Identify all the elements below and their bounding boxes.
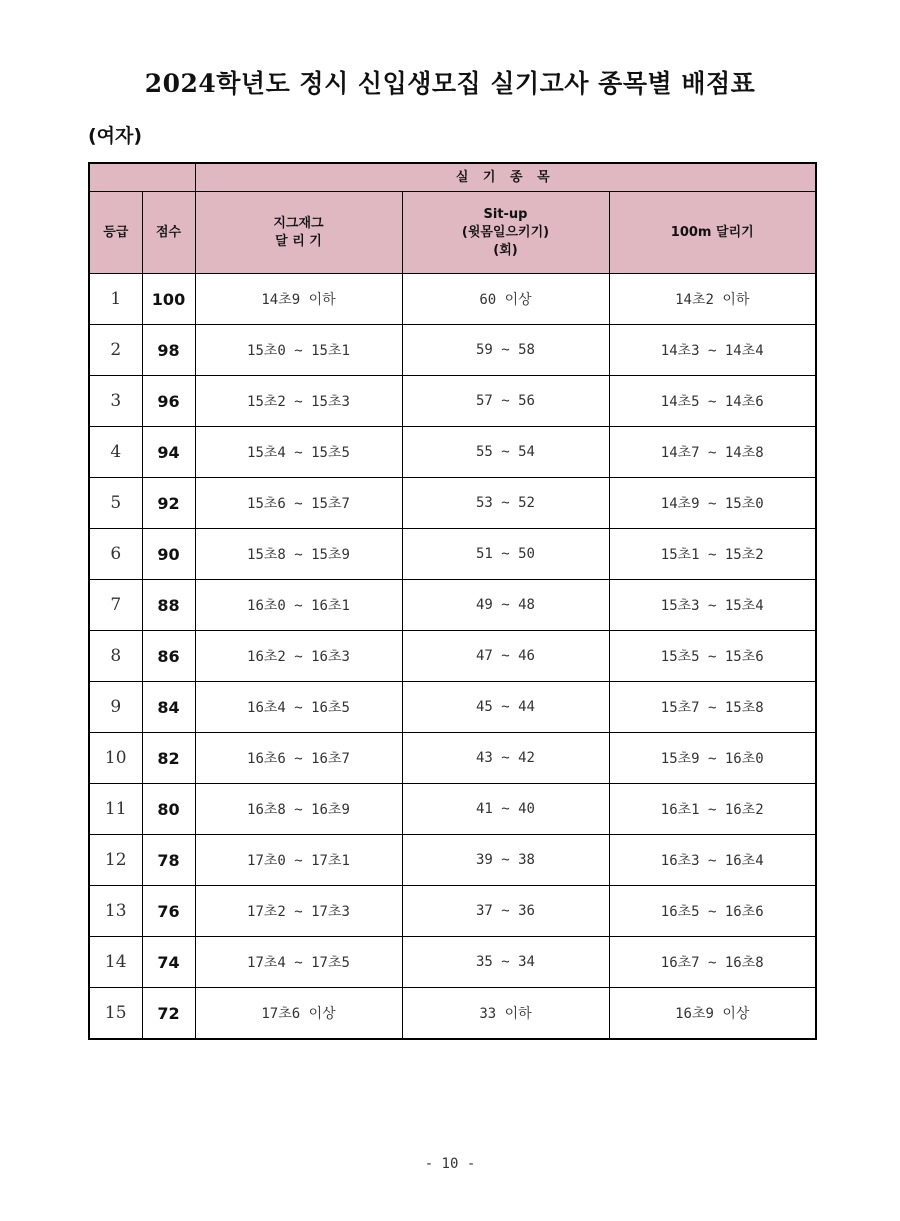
grade-cell: 3 bbox=[89, 376, 142, 427]
zigzag-cell: 17초2 ~ 17초3 bbox=[195, 886, 402, 937]
gender-subtitle: (여자) bbox=[88, 125, 143, 147]
score-cell: 98 bbox=[142, 325, 195, 376]
grade-cell: 7 bbox=[89, 580, 142, 631]
situp-cell: 47 ~ 46 bbox=[402, 631, 609, 682]
run100-cell: 15초9 ~ 16초0 bbox=[609, 733, 816, 784]
grade-cell: 12 bbox=[89, 835, 142, 886]
run100-cell: 15초5 ~ 15초6 bbox=[609, 631, 816, 682]
situp-cell: 51 ~ 50 bbox=[402, 529, 609, 580]
run100-cell: 14초3 ~ 14초4 bbox=[609, 325, 816, 376]
score-cell: 96 bbox=[142, 376, 195, 427]
score-cell: 84 bbox=[142, 682, 195, 733]
grade-cell: 8 bbox=[89, 631, 142, 682]
run100-cell: 15초3 ~ 15초4 bbox=[609, 580, 816, 631]
zigzag-cell: 16초2 ~ 16초3 bbox=[195, 631, 402, 682]
situp-cell: 59 ~ 58 bbox=[402, 325, 609, 376]
situp-cell: 37 ~ 36 bbox=[402, 886, 609, 937]
grade-cell: 10 bbox=[89, 733, 142, 784]
situp-cell: 35 ~ 34 bbox=[402, 937, 609, 988]
score-cell: 72 bbox=[142, 988, 195, 1040]
score-cell: 90 bbox=[142, 529, 195, 580]
run100-cell: 14초2 이하 bbox=[609, 274, 816, 325]
table-row bbox=[89, 682, 816, 733]
situp-cell: 57 ~ 56 bbox=[402, 376, 609, 427]
table-row bbox=[89, 274, 816, 325]
situp-cell: 60 이상 bbox=[402, 274, 609, 325]
zigzag-cell: 14초9 이하 bbox=[195, 274, 402, 325]
grade-cell: 13 bbox=[89, 886, 142, 937]
score-table bbox=[88, 162, 817, 1040]
run100-cell: 16초7 ~ 16초8 bbox=[609, 937, 816, 988]
situp-cell: 45 ~ 44 bbox=[402, 682, 609, 733]
header-100m-run: 100m 달리기 bbox=[609, 192, 816, 274]
situp-cell: 55 ~ 54 bbox=[402, 427, 609, 478]
grade-cell: 2 bbox=[89, 325, 142, 376]
score-cell: 86 bbox=[142, 631, 195, 682]
grade-cell: 14 bbox=[89, 937, 142, 988]
score-table-body bbox=[89, 274, 816, 1040]
run100-cell: 16초5 ~ 16초6 bbox=[609, 886, 816, 937]
grade-cell: 9 bbox=[89, 682, 142, 733]
zigzag-cell: 16초8 ~ 16초9 bbox=[195, 784, 402, 835]
score-cell: 100 bbox=[142, 274, 195, 325]
zigzag-cell: 16초6 ~ 16초7 bbox=[195, 733, 402, 784]
situp-cell: 49 ~ 48 bbox=[402, 580, 609, 631]
grade-cell: 11 bbox=[89, 784, 142, 835]
zigzag-cell: 15초4 ~ 15초5 bbox=[195, 427, 402, 478]
score-cell: 80 bbox=[142, 784, 195, 835]
run100-cell: 14초7 ~ 14초8 bbox=[609, 427, 816, 478]
score-cell: 88 bbox=[142, 580, 195, 631]
header-situp-line2: (윗몸일으키기) bbox=[461, 224, 550, 240]
run100-cell: 16초3 ~ 16초4 bbox=[609, 835, 816, 886]
zigzag-cell: 15초2 ~ 15초3 bbox=[195, 376, 402, 427]
zigzag-cell: 17초4 ~ 17초5 bbox=[195, 937, 402, 988]
table-row bbox=[89, 631, 816, 682]
situp-cell: 41 ~ 40 bbox=[402, 784, 609, 835]
score-cell: 82 bbox=[142, 733, 195, 784]
grade-cell: 4 bbox=[89, 427, 142, 478]
header-situp bbox=[402, 192, 609, 274]
grade-cell: 5 bbox=[89, 478, 142, 529]
zigzag-cell: 15초8 ~ 15초9 bbox=[195, 529, 402, 580]
table-row bbox=[89, 988, 816, 1040]
score-cell: 94 bbox=[142, 427, 195, 478]
score-cell: 74 bbox=[142, 937, 195, 988]
table-row bbox=[89, 835, 816, 886]
header-zigzag-line1: 지그재그 bbox=[273, 215, 324, 231]
table-row bbox=[89, 376, 816, 427]
run100-cell: 15초7 ~ 15초8 bbox=[609, 682, 816, 733]
header-corner bbox=[89, 163, 195, 192]
grade-cell: 1 bbox=[89, 274, 142, 325]
page-number: - 10 - bbox=[424, 1156, 476, 1172]
header-grade: 등급 bbox=[89, 192, 142, 274]
score-cell: 76 bbox=[142, 886, 195, 937]
header-situp-line3: (회) bbox=[493, 242, 518, 258]
score-cell: 92 bbox=[142, 478, 195, 529]
table-row bbox=[89, 937, 816, 988]
grade-cell: 6 bbox=[89, 529, 142, 580]
header-event-group: 실 기 종 목 bbox=[195, 163, 816, 192]
table-row bbox=[89, 325, 816, 376]
zigzag-cell: 17초6 이상 bbox=[195, 988, 402, 1040]
table-row bbox=[89, 529, 816, 580]
zigzag-cell: 17초0 ~ 17초1 bbox=[195, 835, 402, 886]
header-zigzag bbox=[195, 192, 402, 274]
run100-cell: 16초9 이상 bbox=[609, 988, 816, 1040]
situp-cell: 39 ~ 38 bbox=[402, 835, 609, 886]
run100-cell: 16초1 ~ 16초2 bbox=[609, 784, 816, 835]
header-score: 점수 bbox=[142, 192, 195, 274]
page-title: 2024학년도 정시 신입생모집 실기고사 종목별 배점표 bbox=[144, 69, 756, 98]
run100-cell: 14초5 ~ 14초6 bbox=[609, 376, 816, 427]
table-row bbox=[89, 733, 816, 784]
table-row bbox=[89, 478, 816, 529]
run100-cell: 15초1 ~ 15초2 bbox=[609, 529, 816, 580]
grade-cell: 15 bbox=[89, 988, 142, 1040]
table-row bbox=[89, 886, 816, 937]
run100-cell: 14초9 ~ 15초0 bbox=[609, 478, 816, 529]
situp-cell: 33 이하 bbox=[402, 988, 609, 1040]
zigzag-cell: 15초6 ~ 15초7 bbox=[195, 478, 402, 529]
header-situp-line1: Sit-up bbox=[483, 206, 528, 222]
zigzag-cell: 15초0 ~ 15초1 bbox=[195, 325, 402, 376]
zigzag-cell: 16초4 ~ 16초5 bbox=[195, 682, 402, 733]
score-cell: 78 bbox=[142, 835, 195, 886]
situp-cell: 43 ~ 42 bbox=[402, 733, 609, 784]
table-row bbox=[89, 427, 816, 478]
zigzag-cell: 16초0 ~ 16초1 bbox=[195, 580, 402, 631]
situp-cell: 53 ~ 52 bbox=[402, 478, 609, 529]
table-row bbox=[89, 580, 816, 631]
header-zigzag-line2: 달 리 기 bbox=[275, 233, 322, 249]
table-row bbox=[89, 784, 816, 835]
